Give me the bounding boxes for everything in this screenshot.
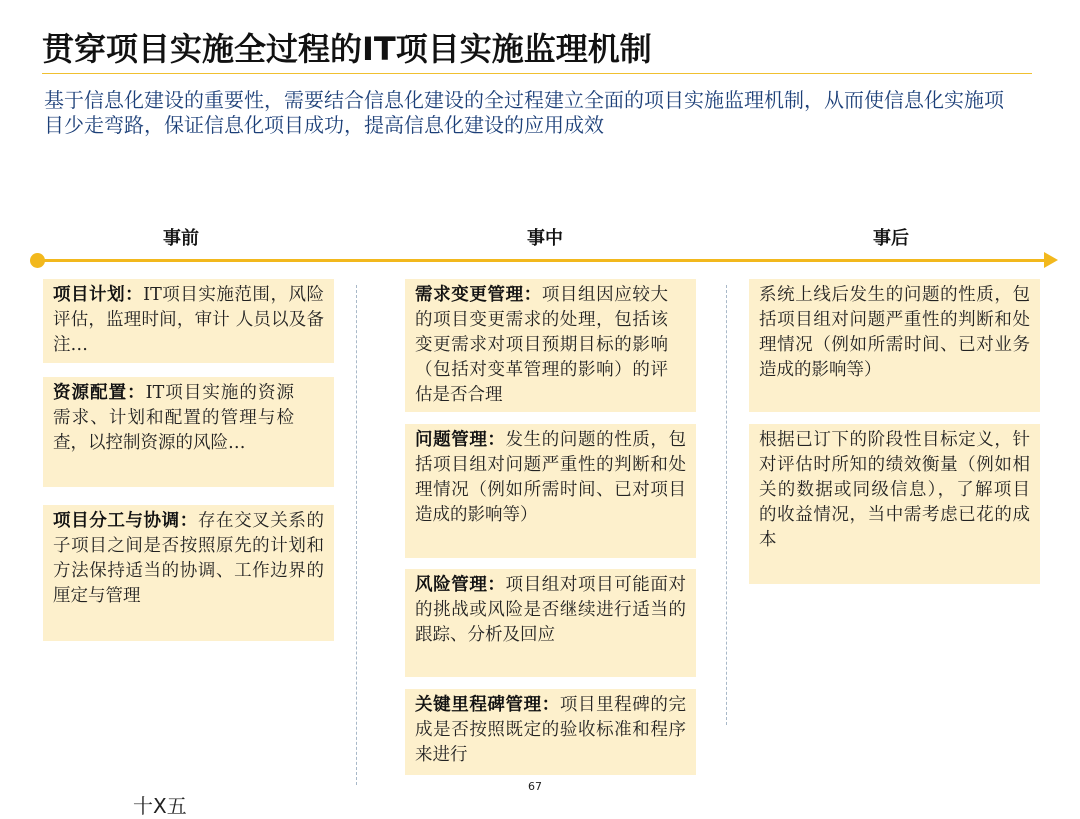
card-text: 存在交叉关系的子项目之间是否按照原先的计划和方法保持适当的协调、工作边界的厘定与管理 [53,511,325,606]
timeline-start-dot [30,253,45,268]
card-heading: 项目分工与协调： [53,511,198,531]
card-text: 项目组因应较大的项目变更需求的处理，包括该变更需求对项目预期目标的影响（包括对变革管理的影响）的评估是否合理 [415,285,669,405]
timeline-arrowhead [1044,252,1058,268]
card-text: 项目里程碑的完成是否按照既定的验收标准和程序来进行 [415,695,687,765]
card-text: 根据已订下的阶段性目标定义，针对评估时所知的绩效衡量（例如相关的数据或同级信息），了解项目的收益情况，当中需考虑已花的成本 [759,430,1030,550]
card-text: IT项目实施范围，风险评估，监理时间，审计 人员以及备注… [53,285,325,355]
card-heading: 问题管理： [415,430,506,450]
card-benefit-evaluation [749,424,1040,584]
card-change-management [405,279,696,412]
page-number: 67 [528,780,542,793]
card-heading: 风险管理： [415,575,506,595]
card-project-plan [43,279,334,363]
card-heading: 项目计划： [53,285,144,305]
corner-text: 十X五 [133,794,187,818]
card-division-coordination [43,505,334,641]
phase-label-before: 事前 [163,228,199,249]
card-text: 系统上线后发生的问题的性质，包括项目组对问题严重性的判断和处理情况（例如所需时间、已对业务造成的影响等） [759,285,1030,380]
title-divider [42,73,1032,74]
column-divider-left [356,285,357,785]
page-title: 贯穿项目实施全过程的IT项目实施监理机制 [42,30,652,68]
card-text: 发生的问题的性质，包括项目组对问题严重性的判断和处理情况（例如所需时间、已对项目造成的影响等） [415,430,687,525]
card-resource-allocation [43,377,334,487]
column-divider-right [726,285,727,725]
card-issue-management [405,424,696,558]
card-heading: 关键里程碑管理： [415,695,560,715]
phase-label-after: 事后 [873,228,909,249]
timeline-line [38,259,1046,262]
card-heading: 资源配置： [53,383,146,403]
card-post-launch-issues [749,279,1040,412]
card-risk-management [405,569,696,677]
card-text: IT项目实施的资源需求、计划和配置的管理与检查，以控制资源的风险… [53,383,294,453]
card-text: 项目组对项目可能面对的挑战或风险是否继续进行适当的跟踪、分析及回应 [415,575,687,645]
phase-label-during: 事中 [527,228,563,249]
card-milestone-management [405,689,696,775]
card-heading: 需求变更管理： [415,285,542,305]
intro-text: 基于信息化建设的重要性，需要结合信息化建设的全过程建立全面的项目实施监理机制，从而使信息化实施项目少走弯路，保证信息化项目成功，提高信息化建设的应用成效 [44,88,1004,137]
